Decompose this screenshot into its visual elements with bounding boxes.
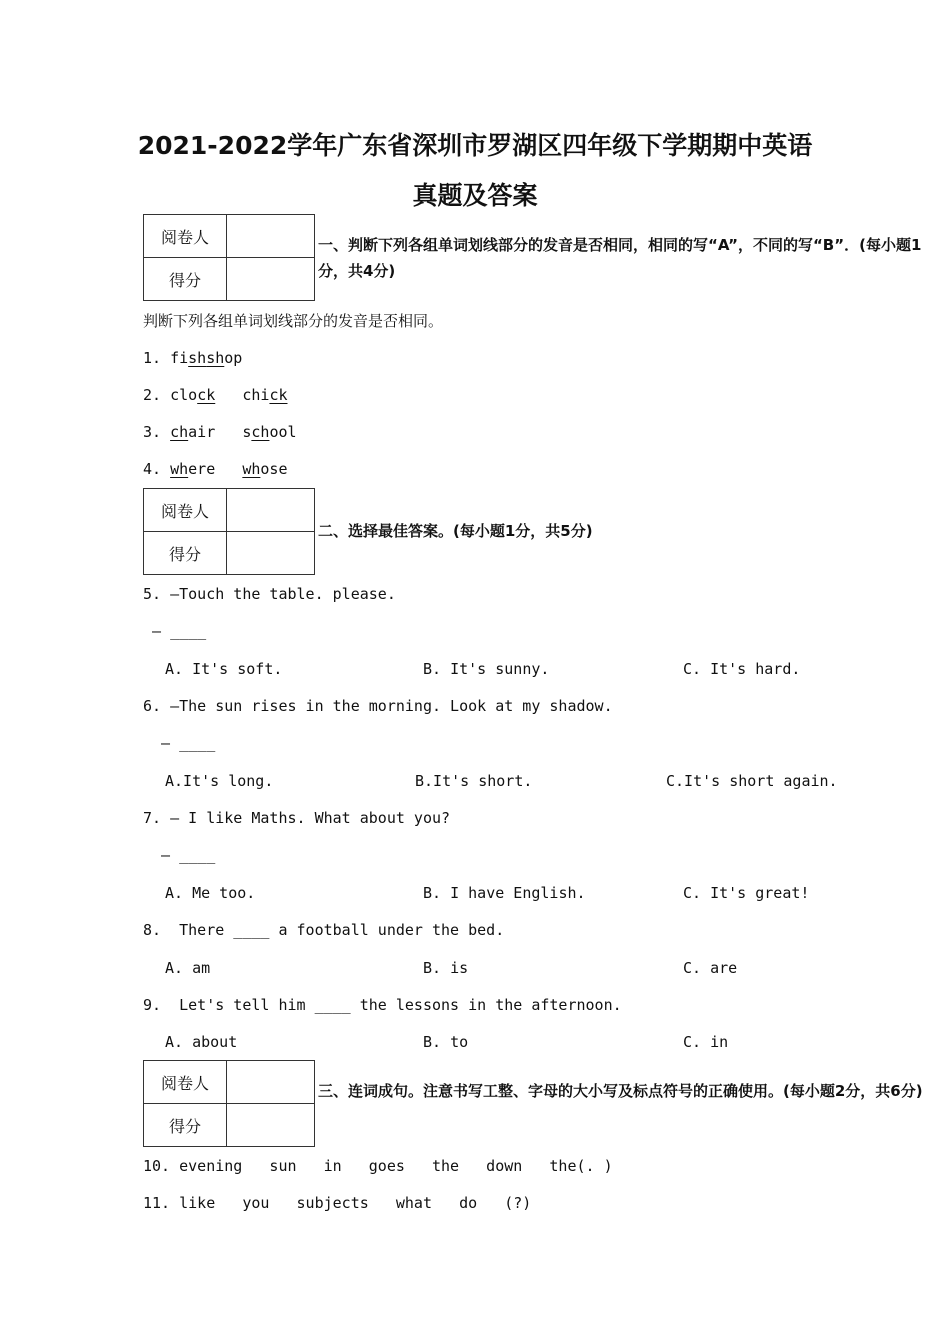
option-c: C. It's hard. bbox=[683, 660, 801, 678]
section-2-title: 二、选择最佳答案。(每小题1分，共5分) bbox=[318, 522, 593, 540]
score-label: 得分 bbox=[144, 532, 227, 575]
question-stem: 5. —Touch the table. please. bbox=[143, 585, 396, 603]
option-a: A. It's soft. bbox=[165, 660, 283, 678]
phonics-item: 4. where whose bbox=[143, 460, 288, 478]
score-label: 得分 bbox=[144, 1104, 227, 1147]
option-c: C. are bbox=[683, 959, 738, 977]
option-b: B. It's sunny. bbox=[423, 660, 550, 678]
option-b: B.It's short. bbox=[415, 772, 533, 790]
reviewer-label: 阅卷人 bbox=[144, 1061, 227, 1104]
question-reply: — ____ bbox=[143, 622, 207, 640]
score-box-2 bbox=[143, 488, 315, 575]
score-label: 得分 bbox=[144, 258, 227, 301]
option-b: B. to bbox=[423, 1033, 469, 1051]
word-order-item: 11. like you subjects what do (?) bbox=[143, 1194, 532, 1212]
section-3-title: 三、连词成句。注意书写工整、字母的大小写及标点符号的正确使用。(每小题2分，共6分) bbox=[318, 1082, 923, 1100]
word-order-item: 10. evening sun in goes the down the(. ) bbox=[143, 1157, 613, 1175]
option-c: C. in bbox=[683, 1033, 729, 1051]
option-c: C.It's short again. bbox=[666, 772, 838, 790]
option-a: A. am bbox=[165, 959, 211, 977]
phonics-item: 2. clock chick bbox=[143, 386, 288, 404]
score-cell bbox=[227, 1104, 315, 1147]
reviewer-cell bbox=[227, 215, 315, 258]
section-1-title: 一、判断下列各组单词划线部分的发音是否相同，相同的写“A”，不同的写“B”．(每小题1分，共4分) bbox=[318, 236, 922, 280]
option-b: B. is bbox=[423, 959, 469, 977]
option-a: A. Me too. bbox=[165, 884, 256, 902]
phonics-item: 3. chair school bbox=[143, 423, 297, 441]
option-a: A.It's long. bbox=[165, 772, 274, 790]
question-reply: — ____ bbox=[143, 846, 216, 864]
reviewer-cell bbox=[227, 489, 315, 532]
reviewer-label: 阅卷人 bbox=[144, 215, 227, 258]
phonics-item: 1. fishshop bbox=[143, 349, 243, 367]
reviewer-label: 阅卷人 bbox=[144, 489, 227, 532]
reviewer-cell bbox=[227, 1061, 315, 1104]
question-stem: 7. — I like Maths. What about you? bbox=[143, 809, 451, 827]
question-stem: 9. Let's tell him ____ the lessons in the afternoon. bbox=[143, 996, 622, 1014]
score-cell bbox=[227, 532, 315, 575]
section-1-instruction: 判断下列各组单词划线部分的发音是否相同。 bbox=[143, 312, 444, 330]
score-box-1 bbox=[143, 214, 315, 301]
option-a: A. about bbox=[165, 1033, 238, 1051]
option-c: C. It's great! bbox=[683, 884, 810, 902]
doc-title-line1: 2021-2022学年广东省深圳市罗湖区四年级下学期期中英语 bbox=[137, 131, 813, 160]
question-stem: 8. There ____ a football under the bed. bbox=[143, 921, 505, 939]
score-box-3 bbox=[143, 1060, 315, 1147]
score-cell bbox=[227, 258, 315, 301]
option-b: B. I have English. bbox=[423, 884, 586, 902]
question-stem: 6. —The sun rises in the morning. Look at my shadow. bbox=[143, 697, 613, 715]
question-reply: — ____ bbox=[143, 734, 216, 752]
doc-title-line2: 真题及答案 bbox=[412, 181, 538, 210]
